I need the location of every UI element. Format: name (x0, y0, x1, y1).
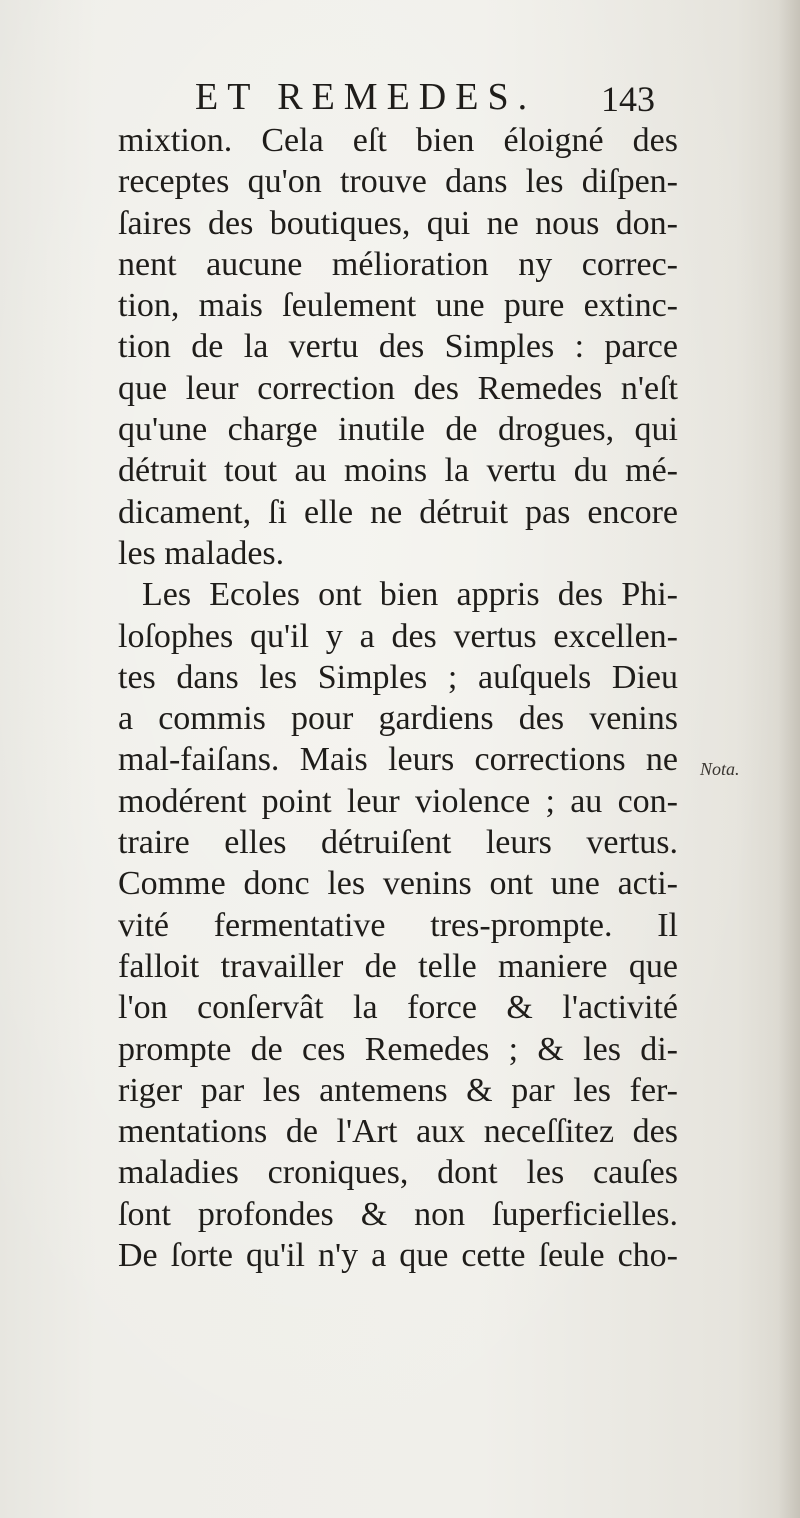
text-line: Les Ecoles ont bien appris des Phi- (142, 576, 678, 614)
text-line: modérent point leur violence ; au con- (118, 782, 678, 820)
text-line: tion de la vertu des Simples : parce (118, 328, 678, 366)
text-line: nent aucune mélioration ny correc- (118, 245, 678, 283)
text-line: prompte de ces Remedes ; & les di- (118, 1030, 678, 1068)
text-line: De ſorte qu'il n'y a que cette ſeule cho- (118, 1237, 678, 1275)
running-title: ET REMEDES. (195, 76, 537, 118)
text-line: ſaires des boutiques, qui ne nous don- (118, 204, 678, 242)
body-text (118, 120, 678, 1276)
text-line: a commis pour gardiens des venins (118, 700, 678, 738)
text-line: mal-faiſans. Mais leurs corrections ne (118, 741, 678, 779)
text-line: traire elles détruiſent leurs vertus. (118, 824, 678, 862)
text-line: que leur correction des Remedes n'eſt (118, 369, 678, 407)
text-line: mentations de l'Art aux neceſſitez des (118, 1113, 678, 1151)
page-edge-shadow (778, 0, 800, 1518)
margin-note: Nota. (700, 759, 740, 779)
text-line: dicament, ſi elle ne détruit pas encore (118, 493, 678, 531)
text-line: loſophes qu'il y a des vertus excellen- (118, 617, 678, 655)
text-line: riger par les antemens & par les fer- (118, 1071, 678, 1109)
text-line: ſont profondes & non ſuperficielles. (118, 1195, 678, 1233)
text-line: falloit travailler de telle maniere que (118, 947, 678, 985)
text-line: Comme donc les venins ont une acti- (118, 865, 678, 903)
text-line: les malades. (118, 534, 285, 572)
text-line: l'on conſervât la force & l'activité (118, 989, 678, 1027)
text-line: détruit tout au moins la vertu du mé- (118, 452, 678, 490)
page-header (195, 76, 665, 118)
text-line: tes dans les Simples ; auſquels Dieu (118, 658, 678, 696)
text-line: maladies croniques, dont les cauſes (118, 1154, 678, 1192)
text-line: tion, mais ſeulement une pure extinc- (118, 287, 678, 325)
page-number: 143 (601, 79, 655, 119)
text-line: receptes qu'on trouve dans les diſpen- (118, 163, 678, 201)
text-line: vité fermentative tres-prompte. Il (118, 906, 678, 944)
text-line: qu'une charge inutile de drogues, qui (118, 411, 678, 449)
text-line: mixtion. Cela eſt bien éloigné des (118, 122, 678, 159)
